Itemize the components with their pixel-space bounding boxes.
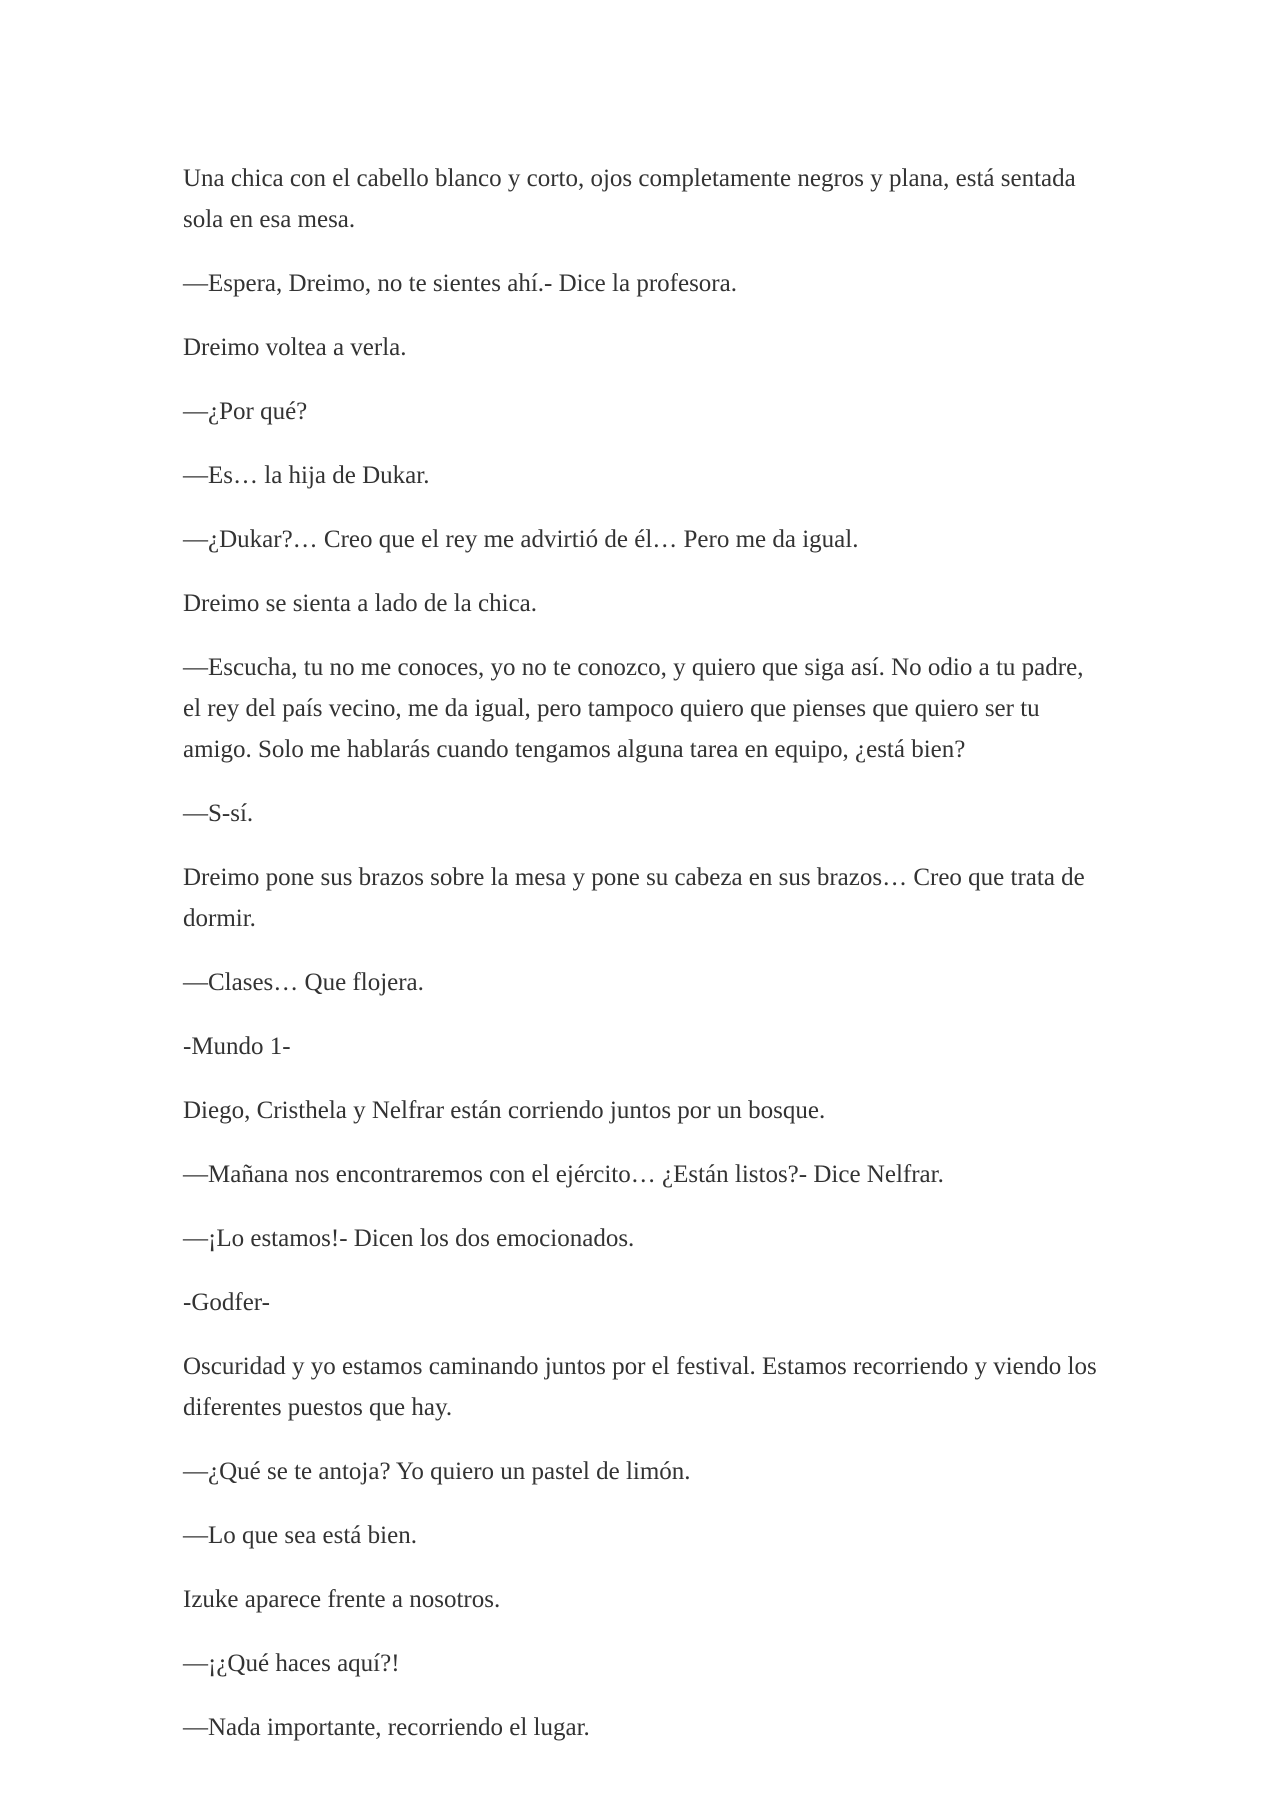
paragraph: Dreimo pone sus brazos sobre la mesa y pone su cabeza en sus brazos… Creo que trata de dormir. (183, 864, 1085, 932)
paragraph: —¡¿Qué haces aquí?! (183, 1650, 400, 1677)
paragraph: —Mañana nos encontraremos con el ejército… ¿Están listos?- Dice Nelfrar. (183, 1161, 944, 1188)
paragraph: —Lo que sea está bien. (183, 1522, 417, 1549)
paragraph: —S-sí. (183, 800, 254, 827)
paragraph: Una chica con el cabello blanco y corto, ojos completamente negros y plana, está sentada sola en esa mesa. (183, 165, 1076, 233)
paragraph: —Clases… Que flojera. (183, 969, 424, 996)
paragraph: —¡Lo estamos!- Dicen los dos emocionados. (183, 1225, 635, 1252)
paragraph: Oscuridad y yo estamos caminando juntos por el festival. Estamos recorriendo y viendo los diferentes puestos que hay. (183, 1353, 1097, 1421)
paragraph: —Escucha, tu no me conoces, yo no te conozco, y quiero que siga así. No odio a tu padre, el rey del país vecino, me da igual, pero tampoco quiero que pienses que quiero ser tu amigo. Solo me hablarás cuando tengamos alguna tarea en equipo, ¿está bien? (183, 654, 1084, 763)
document-page (183, 158, 1103, 1771)
paragraph: Diego, Cristhela y Nelfrar están corriendo juntos por un bosque. (183, 1097, 826, 1124)
paragraph: —¿Por qué? (183, 398, 308, 425)
section-heading: -Mundo 1- (183, 1033, 291, 1060)
paragraph: Dreimo se sienta a lado de la chica. (183, 590, 538, 617)
paragraph: —¿Dukar?… Creo que el rey me advirtió de él… Pero me da igual. (183, 526, 859, 553)
paragraph: —Es… la hija de Dukar. (183, 462, 430, 489)
paragraph: Dreimo voltea a verla. (183, 334, 407, 361)
section-heading: -Godfer- (183, 1289, 270, 1316)
paragraph: Izuke aparece frente a nosotros. (183, 1586, 501, 1613)
paragraph: —¿Qué se te antoja? Yo quiero un pastel de limón. (183, 1458, 691, 1485)
paragraph: —Nada importante, recorriendo el lugar. (183, 1714, 590, 1741)
paragraph: —Espera, Dreimo, no te sientes ahí.- Dice la profesora. (183, 270, 737, 297)
